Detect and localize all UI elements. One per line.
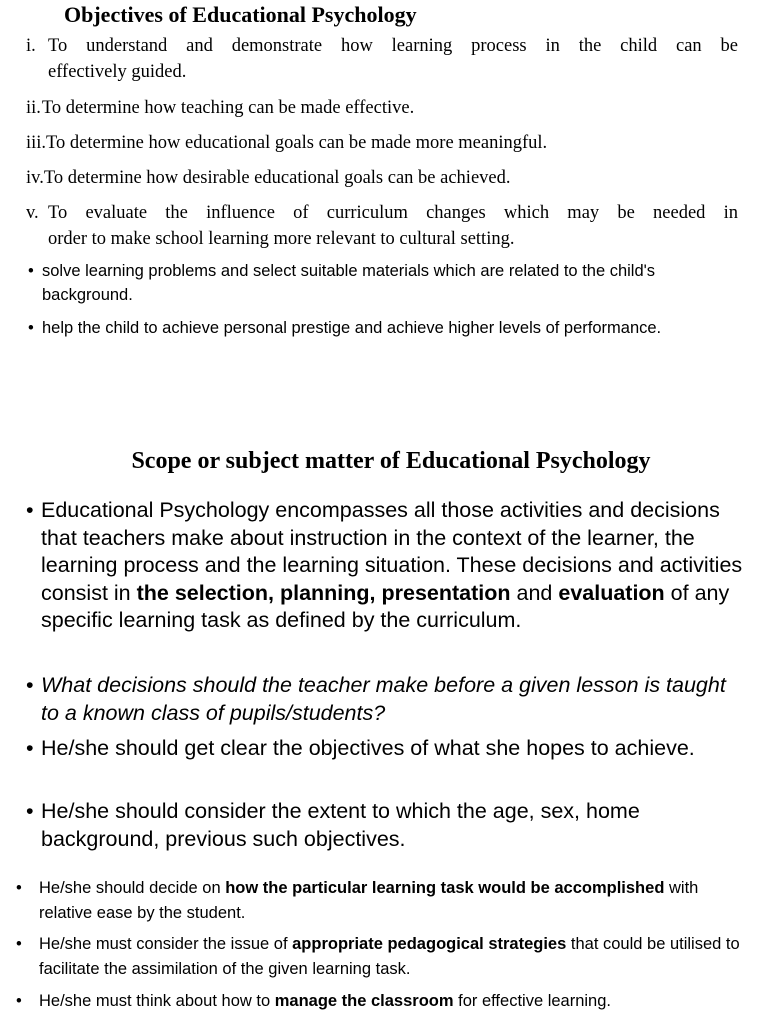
bullet-text: He/she should get clear the objectives of what she hopes to achieve.	[41, 736, 695, 760]
bullet-glyph: •	[28, 319, 34, 337]
objective-number: iii.	[26, 133, 47, 153]
objective-text: To understand and demonstrate how learning process in the child can be	[48, 36, 738, 56]
objective-number: v.	[26, 203, 39, 223]
bullet-glyph: •	[16, 879, 22, 897]
bullet-glyph: •	[26, 799, 34, 823]
text-run: Educational Psychology encompasses all those activities and decisions that teachers make about instruction in the context of the learner, the learning process and the learning situation. These decisions and activities consist in	[41, 498, 743, 605]
bold-text-run: manage the classroom	[274, 992, 454, 1010]
objective-number: iv.	[26, 168, 44, 188]
objective-item-4	[26, 165, 738, 191]
text-run: of any specific learning task as defined by the curriculum.	[41, 580, 730, 632]
bullet-text: He/she should consider the extent to which the age, sex, home background, previous such objectives.	[41, 799, 640, 851]
list-item	[28, 317, 738, 341]
text-run: He/she must think about how to	[39, 992, 275, 1010]
objective-item-5	[26, 200, 738, 252]
section-title-scope: Scope or subject matter of Educational Psychology	[131, 448, 651, 474]
bullet-glyph: •	[26, 673, 34, 697]
list-item	[26, 735, 748, 763]
bullet-text-italic: What decisions should the teacher make before a given lesson is taught to a known class of pupils/students?	[41, 673, 726, 725]
bold-text-run: how the particular learning task would be accomplished	[225, 879, 665, 897]
bullet-text	[39, 989, 752, 1014]
bullet-text	[39, 932, 752, 981]
section-title-objectives: Objectives of Educational Psychology	[64, 2, 417, 27]
list-item	[26, 497, 748, 635]
bullet-glyph: •	[26, 736, 34, 760]
objective-number: ii.	[26, 98, 41, 118]
list-item	[16, 876, 752, 925]
text-run: He/she should decide on	[39, 879, 226, 897]
objective-text-continued: order to make school learning more relevant to cultural setting.	[48, 229, 515, 249]
objective-text: To determine how teaching can be made effective.	[41, 98, 415, 118]
list-item	[26, 798, 748, 853]
bullet-text	[41, 497, 748, 635]
bullet-glyph: •	[16, 992, 22, 1010]
objective-item-1	[26, 33, 738, 85]
bullet-text: solve learning problems and select suitable materials which are related to the child's background.	[42, 262, 656, 304]
bullet-glyph: •	[28, 262, 34, 280]
text-run: for effective learning.	[453, 992, 611, 1010]
text-run: with relative ease by the student.	[39, 879, 699, 922]
bold-text-run: the selection, planning, presentation	[136, 580, 511, 605]
text-run: that could be utilised to facilitate the assimilation of the given learning task.	[39, 935, 740, 978]
bullet-text	[39, 876, 752, 925]
text-run: He/she must consider the issue of	[39, 935, 293, 953]
objective-text-continued: effectively guided.	[48, 62, 187, 82]
list-item	[28, 260, 738, 307]
bullet-text: help the child to achieve personal prestige and achieve higher levels of performance.	[42, 319, 662, 337]
bullet-glyph: •	[16, 935, 22, 953]
bold-text-run: evaluation	[558, 580, 665, 605]
bold-text-run: appropriate pedagogical strategies	[292, 935, 567, 953]
text-run: and	[510, 580, 559, 605]
bullet-glyph: •	[26, 498, 34, 522]
objective-text: To determine how desirable educational goals can be achieved.	[43, 168, 511, 188]
objective-item-3	[26, 130, 738, 156]
list-item	[16, 932, 752, 981]
objective-text: To evaluate the influence of curriculum changes which may be needed in	[48, 203, 738, 223]
objective-item-2	[26, 95, 738, 121]
list-item	[16, 989, 752, 1014]
objective-text: To determine how educational goals can be made more meaningful.	[46, 133, 548, 153]
list-item	[26, 672, 748, 727]
objective-number: i.	[26, 36, 36, 56]
